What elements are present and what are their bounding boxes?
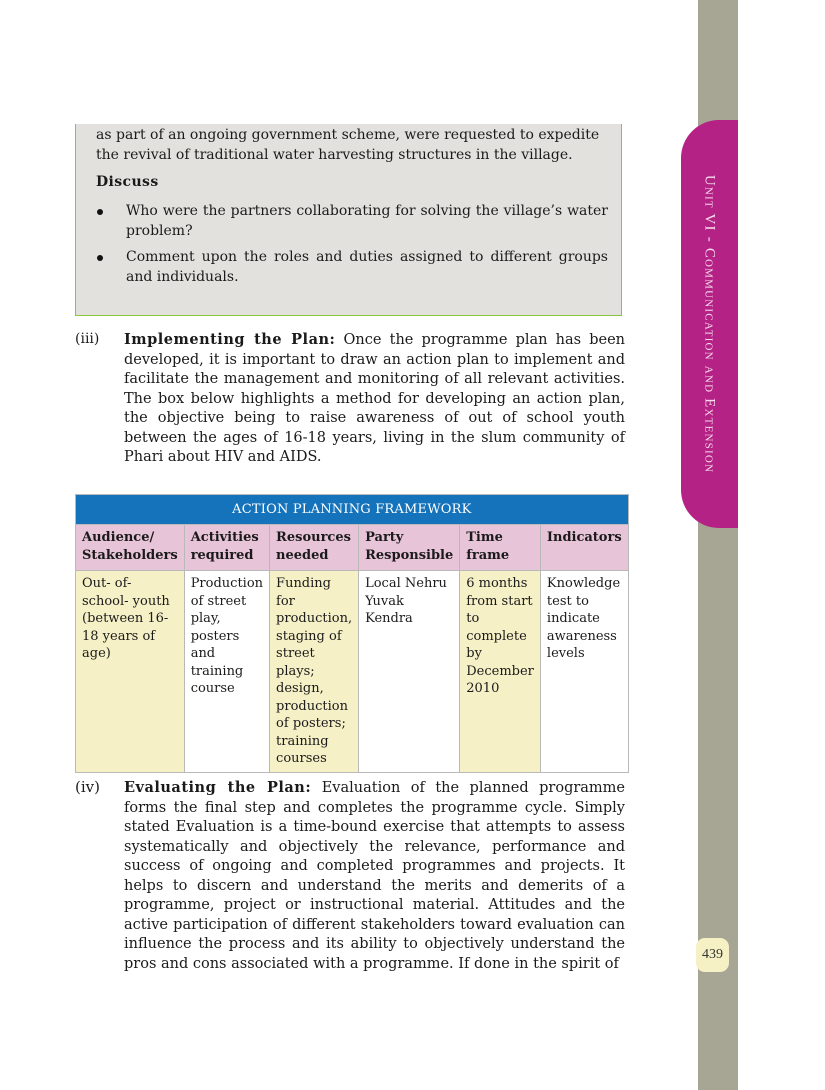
table-header-cell: Activities required xyxy=(184,525,269,571)
table-cell: Production of street play, posters and training course xyxy=(184,571,269,773)
table-header-cell: Party Responsible xyxy=(359,525,460,571)
table-cell: Local Nehru Yuvak Kendra xyxy=(359,571,460,773)
section-number: (iv) xyxy=(75,778,100,796)
table-header-row xyxy=(76,525,629,571)
table-title: ACTION PLANNING FRAMEWORK xyxy=(76,495,629,525)
section-number: (iii) xyxy=(75,331,100,347)
page-number: 439 xyxy=(696,938,729,972)
section-paragraph xyxy=(124,330,625,468)
section-body: Evaluation of the planned programme forms the final step and completes the programme cycle. Simply stated Evaluation is a time-bound exercise that attempts to assess systematically and objectively the relevance, performance and success of ongoing and completed programmes and projects. It helps to discern and understand the merits and demerits of a programme, project or instructional material. Attitudes and the active participation of different stakeholders toward evaluation can influence the process and its ability to objectively understand the pros and cons associated with a programme. If done in the spirit of xyxy=(124,780,626,972)
section-body: Once the programme plan has been developed, it is important to draw an action plan to implement and facilitate the management and monitoring of all relevant activities. The box below highlights a method for developing an action plan, the objective being to raise awareness of out of school youth between the ages of 16-18 years, living in the slum community of Phari about HIV and AIDS. xyxy=(124,332,625,465)
table-header-cell: Audience/ Stakeholders xyxy=(76,525,185,571)
section-lead: Implementing the Plan: xyxy=(124,331,336,348)
action-planning-table xyxy=(75,494,629,773)
table-header-cell: Resources needed xyxy=(270,525,359,571)
table-cell: Out- of-school- youth (between 16-18 years of age) xyxy=(76,571,185,773)
table-cell: 6 months from start to complete by December 2010 xyxy=(460,571,541,773)
case-continued-text: as part of an ongoing government scheme, were requested to expedite the revival of traditional water harvesting structures in the village. xyxy=(96,127,600,163)
bullet-icon xyxy=(97,209,103,215)
discuss-item: Comment upon the roles and duties assigned to different groups and individuals. xyxy=(96,248,608,287)
bullet-icon xyxy=(97,255,103,261)
discuss-item: Who were the partners collaborating for solving the village’s water problem? xyxy=(96,202,608,241)
table-row xyxy=(76,571,629,773)
section-lead: Evaluating the Plan: xyxy=(124,779,312,796)
table-cell: Funding for production, staging of street plays; design, production of posters; training courses xyxy=(270,571,359,773)
section-paragraph xyxy=(124,778,625,974)
table-cell: Knowledge test to indicate awareness levels xyxy=(540,571,628,773)
case-study-box xyxy=(75,124,622,316)
discuss-heading: Discuss xyxy=(96,174,159,190)
table-header-cell: Time frame xyxy=(460,525,541,571)
unit-title: Unit VI - Communication and Extension xyxy=(701,174,718,474)
table-header-cell: Indicators xyxy=(540,525,628,571)
